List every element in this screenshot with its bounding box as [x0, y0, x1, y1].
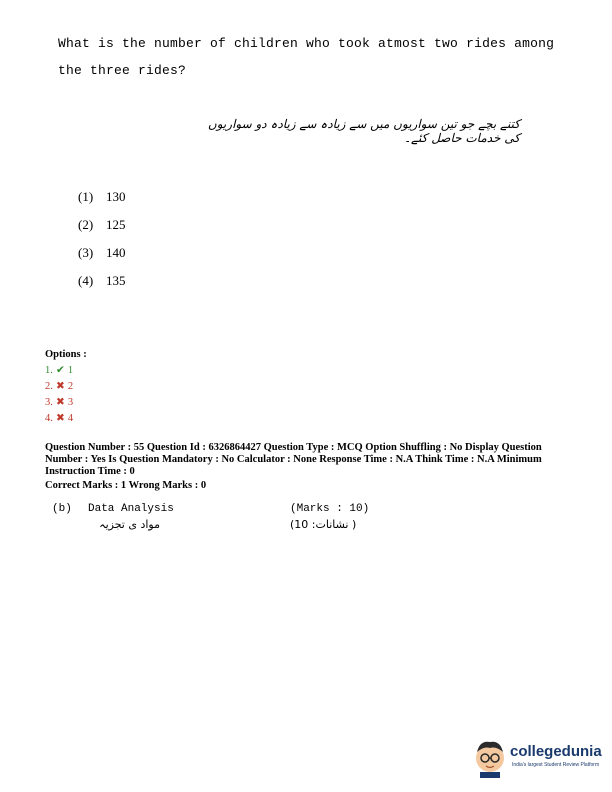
section-letter: (b) [52, 503, 72, 515]
choice-2 [78, 217, 126, 233]
option-item-1 [45, 364, 73, 376]
option-item-3 [45, 396, 73, 408]
student-avatar-icon [472, 738, 508, 778]
choice-4 [78, 273, 126, 289]
choice-value: 135 [106, 273, 126, 288]
choice-number: (3) [78, 245, 94, 260]
option-value: 2 [67, 381, 74, 392]
section-marks-urdu: ( نشانات: 10) [290, 518, 357, 531]
option-number: 1. [45, 365, 53, 376]
cross-icon: ✖ [55, 413, 65, 424]
choice-value: 125 [106, 217, 126, 232]
option-number: 2. [45, 381, 53, 392]
choice-number: (1) [78, 189, 94, 204]
choice-number: (4) [78, 273, 94, 288]
choice-value: 130 [106, 189, 126, 204]
collegedunia-logo [472, 738, 602, 778]
choice-value: 140 [106, 245, 126, 260]
question-metadata: Question Number : 55 Question Id : 6326864427 Question Type : MCQ Option Shuffling : No Display Question Number : Yes Is Question Mandatory : No Calculator : None Response Time : N.A Think Time : N.A Minimum Instruction Time : 0 [45, 442, 542, 477]
option-value: 1 [67, 365, 74, 376]
choice-1 [78, 189, 126, 205]
choice-3 [78, 245, 126, 261]
option-item-2 [45, 380, 73, 392]
option-number: 4. [45, 413, 53, 424]
choice-number: (2) [78, 217, 94, 232]
marks-info: Correct Marks : 1 Wrong Marks : 0 [45, 480, 207, 491]
question-text-line-1: What is the number of children who took atmost two rides among [58, 36, 555, 51]
check-icon: ✔ [55, 365, 65, 376]
options-label: Options : [45, 349, 87, 360]
option-number: 3. [45, 397, 53, 408]
question-text-urdu: کتنے بچے جو تین سواریوں میں سے زیادہ سے زیادہ دو سواریوں کی خدمات حاصل کئے۔ [207, 117, 520, 145]
section-title: Data Analysis [88, 503, 174, 515]
option-item-4 [45, 412, 73, 424]
cross-icon: ✖ [55, 381, 65, 392]
option-value: 4 [67, 413, 74, 424]
option-value: 3 [67, 397, 74, 408]
logo-name: collegedunia [510, 743, 602, 760]
section-marks: (Marks : 10) [290, 503, 370, 515]
question-text-line-2: the three rides? [58, 63, 187, 78]
section-title-urdu: مواد ی تجزیہ [99, 518, 160, 531]
cross-icon: ✖ [55, 397, 65, 408]
logo-tagline: India's largest Student Review Platform [512, 762, 600, 768]
